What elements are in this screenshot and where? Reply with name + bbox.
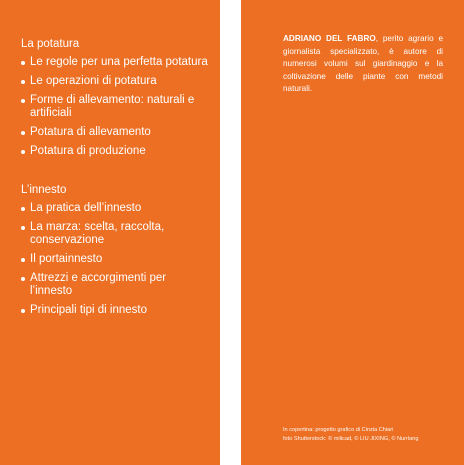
list-item: Potatura di allevamento	[21, 126, 211, 139]
section-title-innesto: L’innesto	[21, 184, 67, 196]
list-item: Le regole per una perfetta potatura	[21, 56, 211, 69]
topic-list-innesto	[21, 202, 211, 317]
author-panel	[241, 0, 464, 465]
credits-line-2: foto Shutterstock: © milicad, © LIU JIXING, © Nurrlang	[283, 435, 419, 442]
list-item: Forme di allevamento: naturali e artificiali	[21, 94, 211, 120]
list-item: Principali tipi di innesto	[21, 304, 211, 317]
vertical-divider	[220, 0, 241, 465]
list-item: Potatura di produzione	[21, 145, 211, 158]
list-item: Attrezzi e accorgimenti per l’innesto	[21, 272, 211, 298]
cover-credits	[283, 426, 458, 443]
topic-list-potatura	[21, 56, 211, 158]
list-item: La pratica dell’innesto	[21, 202, 211, 215]
section-title-potatura: La potatura	[21, 38, 80, 50]
author-bio	[283, 33, 443, 96]
author-name: ADRIANO DEL FABRO	[283, 34, 376, 43]
credits-line-1: In copertina: progetto grafico di Cinzia Chiari	[283, 427, 394, 433]
list-item: La marza: scelta, raccolta, conservazione	[21, 221, 211, 247]
section-potatura	[21, 37, 211, 164]
list-item: Le operazioni di potatura	[21, 75, 211, 88]
author-bio-text: , perito agrario e giornalista specializzato, è autore di numerosi volumi sul giardinaggio e la coltivazione delle piante con metodi naturali.	[283, 34, 443, 93]
section-innesto	[21, 183, 211, 323]
contents-panel	[0, 0, 220, 465]
list-item: Il portainnesto	[21, 253, 211, 266]
